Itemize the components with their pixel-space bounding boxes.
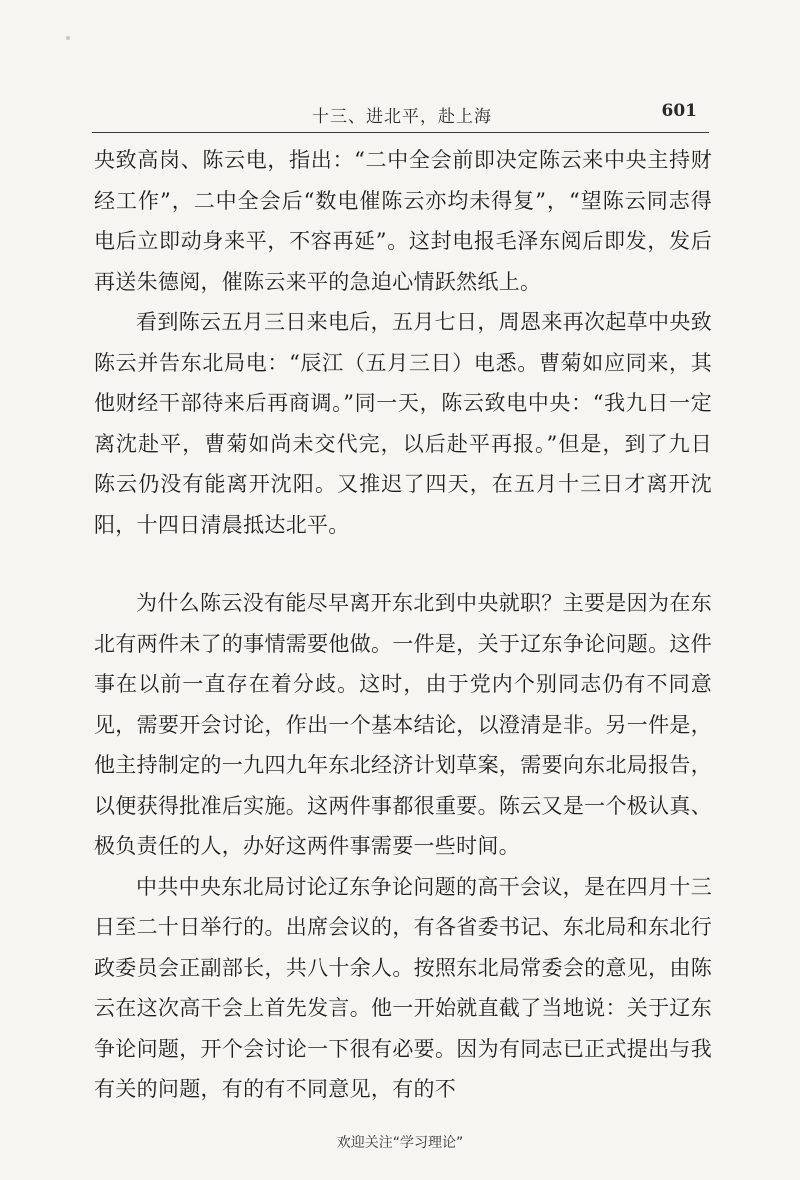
body-text: [94, 140, 712, 1110]
paragraph: 看到陈云五月三日来电后，五月七日，周恩来再次起草中央致陈云并告东北局电：“辰江（五月三日）电悉。曹菊如应同来，其他财经干部待来后再商调。”同一天，陈云致电中央：“我九日一定离沈赴平，曹菊如尚未交代完，以后赴平再报。”但是，到了九日陈云仍没有能离开沈阳。又推迟了四天，在五月十三日才离开沈阳，十四日清晨抵达北平。: [94, 310, 712, 537]
scan-speck: [66, 36, 70, 40]
paragraph: 中共中央东北局讨论辽东争论问题的高干会议，是在四月十三日至二十日举行的。出席会议的，有各省委书记、东北局和东北行政委员会正副部长，共八十余人。按照东北局常委会的意见，由陈云在这次高干会上首先发言。他一开始就直截了当地说：关于辽东争论问题，开个会讨论一下很有必要。因为有同志已正式提出与我有关的问题，有的有不同意见，有的不: [94, 874, 712, 1101]
paragraph: 为什么陈云没有能尽早离开东北到中央就职？主要是因为在东北有两件未了的事情需要他做。一件是，关于辽东争论问题。这件事在以前一直存在着分歧。这时，由于党内个别同志仍有不同意见，需要开会讨论，作出一个基本结论，以澄清是非。另一件是，他主持制定的一九四九年东北经济计划草案，需要向东北局报告，以便获得批准后实施。这两件事都很重要。陈云又是一个极认真、极负责任的人，办好这两件事需要一些时间。: [94, 591, 712, 858]
chapter-title: 十三、进北平，赴上海: [312, 107, 492, 127]
footer-note: 欢迎关注“学习理论”: [336, 1135, 464, 1151]
running-header: [92, 98, 709, 133]
page-number: 601: [661, 101, 697, 121]
paragraph-continuation: 央致高岗、陈云电，指出：“二中全会前即决定陈云来中央主持财经工作”，二中全会后“数电催陈云亦均未得复”，“望陈云同志得电后立即动身来平，不容再延”。这封电报毛泽东阅后即发，发后再送朱德阅，催陈云来平的急迫心情跃然纸上。: [94, 148, 712, 294]
